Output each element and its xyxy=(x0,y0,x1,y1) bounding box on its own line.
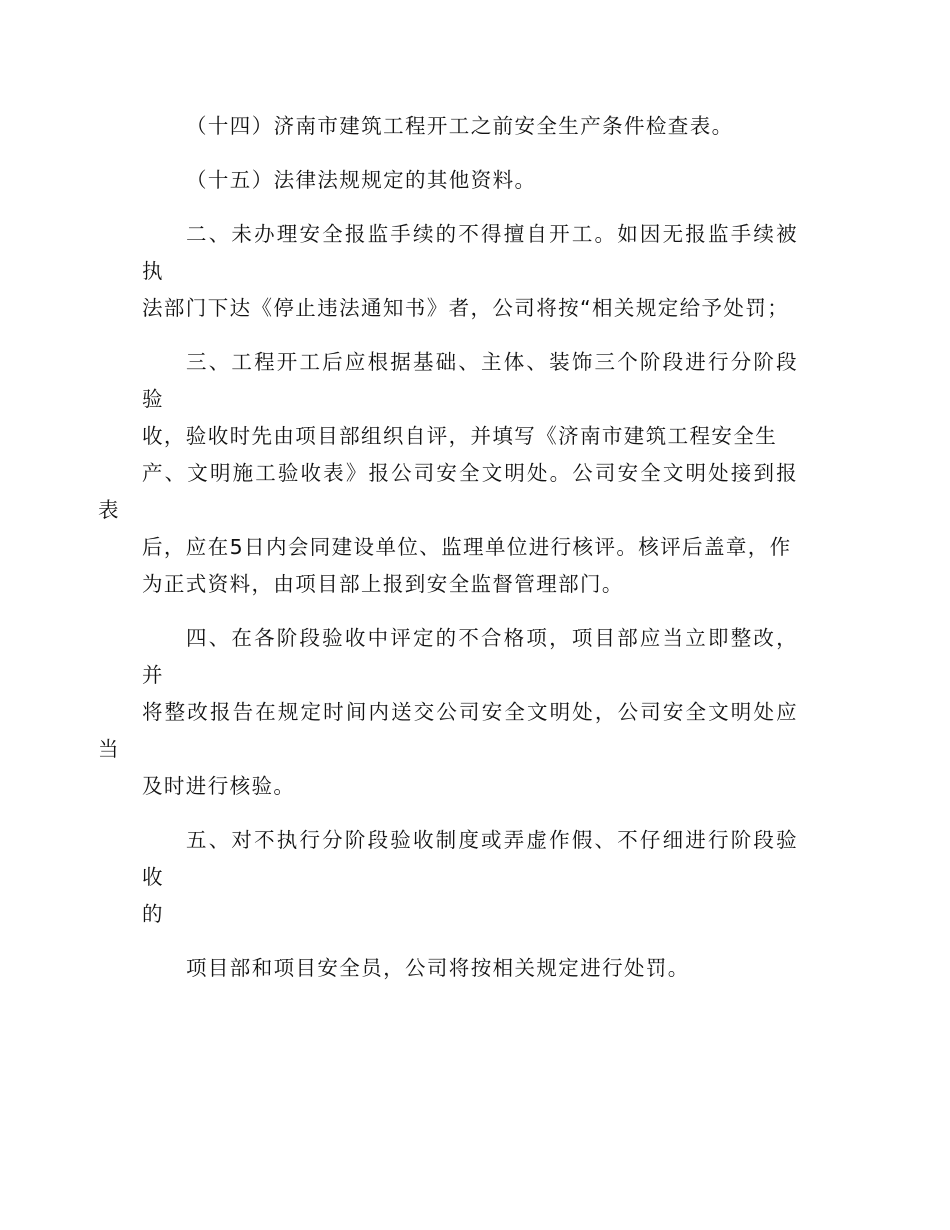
text-line: 五、对不执行分阶段验收制度或弄虚作假、不仔细进行阶段验收 xyxy=(142,828,798,889)
text-line: 项目部和项目安全员，公司将按相关规定进行处罚。 xyxy=(186,956,690,980)
text-line: 收，验收时先由项目部组织自评，并填写《济南市建筑工程安全生 xyxy=(142,424,778,448)
text-line: 产、文明施工验收表》报公司安全文明处。公司安全文明处接到报表 xyxy=(98,461,798,522)
text-line: 法部门下达《停止违法通知书》者，公司将按“相关规定给予处罚； xyxy=(142,296,790,320)
text-line: 后，应在5日内会同建设单位、监理单位进行核评。核评后盖章，作 xyxy=(142,535,792,559)
paragraph-section-5-continued xyxy=(142,950,798,987)
text-line: （十五）法律法规规定的其他资料。 xyxy=(186,168,537,192)
paragraph-section-2 xyxy=(142,216,798,327)
text-line: 的 xyxy=(142,902,164,926)
paragraph-item-15 xyxy=(142,162,798,199)
document-body xyxy=(98,108,798,1004)
text-line: 四、在各阶段验收中评定的不合格项，项目部应当立即整改，并 xyxy=(142,626,798,687)
text-line: 及时进行核验。 xyxy=(142,774,296,798)
paragraph-section-3 xyxy=(98,344,798,603)
text-line: 为正式资料，由项目部上报到安全监督管理部门。 xyxy=(142,572,624,596)
text-line: 将整改报告在规定时间内送交公司安全文明处，公司安全文明处应当 xyxy=(98,700,798,761)
paragraph-section-5 xyxy=(142,822,798,933)
paragraph-section-4 xyxy=(98,620,798,805)
paragraph-item-14 xyxy=(142,108,798,145)
text-line: （十四）济南市建筑工程开工之前安全生产条件检查表。 xyxy=(186,114,734,138)
text-line: 三、工程开工后应根据基础、主体、装饰三个阶段进行分阶段验 xyxy=(142,350,798,411)
text-line: 二、未办理安全报监手续的不得擅自开工。如因无报监手续被执 xyxy=(142,222,798,283)
